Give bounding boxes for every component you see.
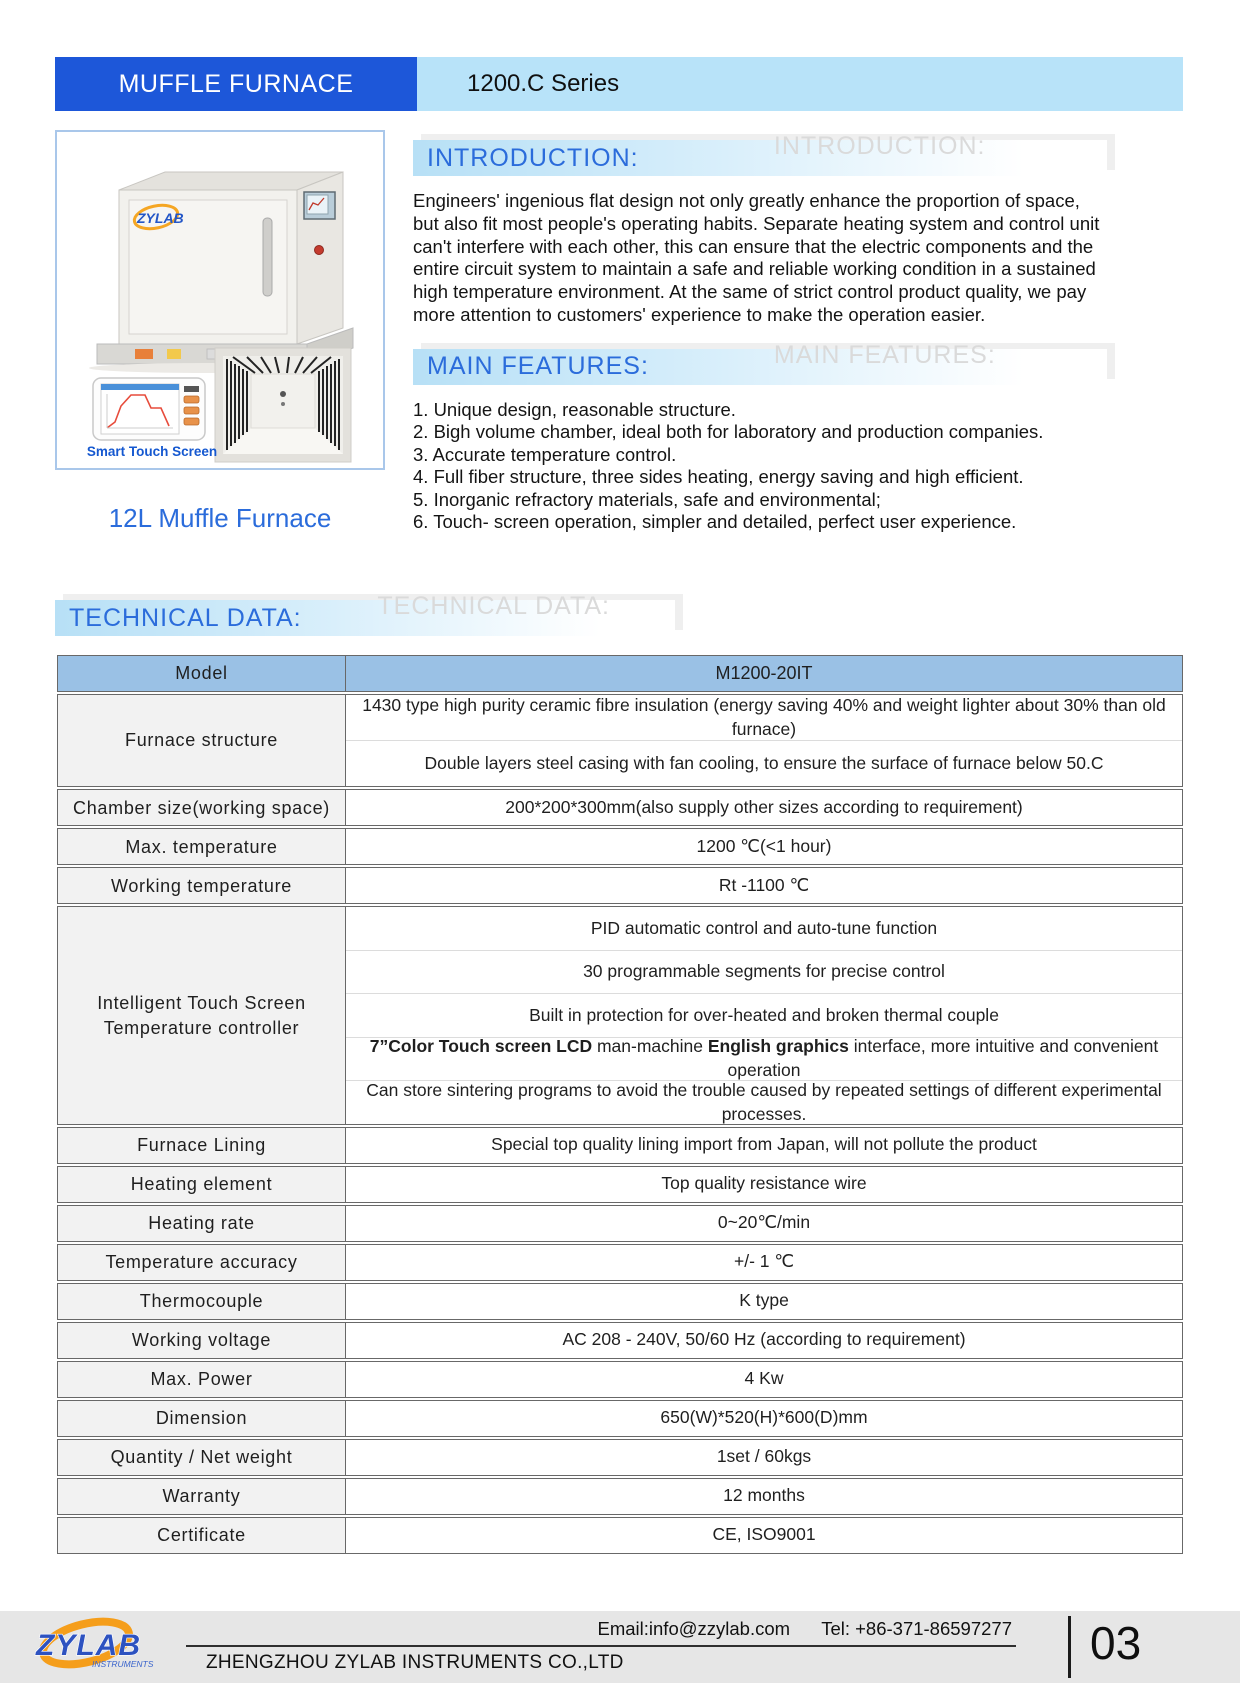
row-label: Max. temperature bbox=[58, 829, 346, 864]
page-number: 03 bbox=[1090, 1617, 1142, 1669]
introduction-heading: INTRODUCTION: INTRODUCTION: bbox=[413, 140, 1107, 176]
row-label: Furnace structure bbox=[58, 695, 346, 786]
row-label: Warranty bbox=[58, 1479, 346, 1514]
row-label: Temperature accuracy bbox=[58, 1245, 346, 1280]
feature-item: 1. Unique design, reasonable structure. bbox=[413, 398, 736, 420]
row-value: Built in protection for over-heated and broken thermal couple bbox=[346, 994, 1182, 1038]
table-row bbox=[57, 1127, 1183, 1164]
row-label: Quantity / Net weight bbox=[58, 1440, 346, 1475]
row-label: Certificate bbox=[58, 1518, 346, 1553]
table-row bbox=[57, 906, 1183, 1125]
row-value: 200*200*300mm(also supply other sizes according to requirement) bbox=[505, 796, 1023, 817]
warning-label-icon bbox=[135, 349, 153, 359]
table-row bbox=[57, 867, 1183, 904]
features-heading: MAIN FEATURES: MAIN FEATURES: bbox=[413, 349, 1107, 385]
row-value: 0~20℃/min bbox=[717, 1212, 811, 1233]
company-logo bbox=[26, 1613, 186, 1679]
table-header-label: Model bbox=[58, 656, 346, 691]
row-label: Max. Power bbox=[58, 1362, 346, 1397]
feature-item: 6. Touch- screen operation, simpler and detailed, perfect user experience. bbox=[413, 511, 1017, 533]
row-value: 12 months bbox=[723, 1485, 805, 1506]
row-label: Heating rate bbox=[58, 1206, 346, 1241]
thermocouple-port-icon bbox=[280, 391, 286, 397]
logo-subtext: INSTRUMENTS bbox=[92, 1659, 154, 1669]
power-button-icon bbox=[315, 246, 324, 255]
table-row bbox=[57, 1322, 1183, 1359]
table-row bbox=[57, 1439, 1183, 1476]
table-row bbox=[57, 694, 1183, 787]
product-caption: 12L Muffle Furnace bbox=[108, 503, 332, 533]
table-header-value: M1200-20IT bbox=[715, 663, 813, 684]
row-label: Chamber size(working space) bbox=[58, 790, 346, 825]
heading-ghost: MAIN FEATURES: bbox=[773, 340, 996, 369]
row-value: 30 programmable segments for precise control bbox=[346, 951, 1182, 995]
row-value: Can store sintering programs to avoid the trouble caused by repeated settings of different experimental processes. bbox=[366, 1079, 1162, 1124]
feature-item: 5. Inorganic refractory materials, safe and environmental; bbox=[413, 488, 881, 510]
logo-text: ZYLAB bbox=[36, 1629, 141, 1662]
table-row bbox=[57, 1478, 1183, 1515]
row-label: Working temperature bbox=[58, 868, 346, 903]
table-row bbox=[57, 1517, 1183, 1554]
row-value: Rt -1100 ℃ bbox=[718, 874, 810, 895]
row-label: Intelligent Touch Screen Temperature controller bbox=[58, 907, 346, 1124]
row-value: 650(W)*520(H)*600(D)mm bbox=[660, 1407, 868, 1428]
row-value: 1430 type high purity ceramic fibre insulation (energy saving 40% and weight lighter about 30% than old furnace) bbox=[346, 695, 1182, 741]
row-value: 1set / 60kgs bbox=[716, 1446, 812, 1467]
row-value: 4 Kw bbox=[744, 1368, 784, 1389]
features-list bbox=[413, 399, 1107, 534]
warning-label-icon bbox=[167, 349, 181, 359]
table-row bbox=[57, 1205, 1183, 1242]
feature-item: 2. Bigh volume chamber, ideal both for laboratory and production companies. bbox=[413, 421, 1044, 443]
row-value: +/- 1 ℃ bbox=[733, 1251, 795, 1272]
row-value: PID automatic control and auto-tune function bbox=[346, 907, 1182, 951]
table-row bbox=[57, 828, 1183, 865]
heading-ghost: INTRODUCTION: bbox=[773, 132, 986, 160]
row-label: Dimension bbox=[58, 1401, 346, 1436]
row-value: 7”Color Touch screen LCD man-machine English graphics interface, more intuitive and convenient operation bbox=[346, 1038, 1182, 1082]
introduction-body: Engineers' ingenious flat design not only greatly enhance the proportion of space, but also fit most people's operating habits. Separate heating system and control unit can't interfere with each other, this can ensure that the electric components and the entire circuit system to maintain a safe and reliable working condition in a sustained high temperature environment. At the same of strict control product quality, we pay more attention to customers' experience to make the operation easier. bbox=[413, 190, 1100, 325]
right-column bbox=[413, 132, 1107, 534]
row-label: Working voltage bbox=[58, 1323, 346, 1358]
tel-text: Tel: +86-371-86597277 bbox=[821, 1618, 1012, 1639]
technical-data-table bbox=[57, 655, 1183, 1556]
table-row bbox=[57, 789, 1183, 826]
header-bar bbox=[55, 57, 1183, 111]
series-title: 1200.C Series bbox=[417, 57, 1183, 111]
table-row bbox=[57, 1166, 1183, 1203]
row-value: 1200 ℃(<1 hour) bbox=[696, 835, 832, 856]
table-header-row bbox=[57, 655, 1183, 692]
row-value: K type bbox=[739, 1290, 789, 1311]
product-image-box bbox=[55, 130, 385, 470]
footer bbox=[0, 1611, 1240, 1683]
row-label: Heating element bbox=[58, 1167, 346, 1202]
row-value: Double layers steel casing with fan cooling, to ensure the surface of furnace below 50.C bbox=[424, 752, 1104, 773]
table-row bbox=[57, 1244, 1183, 1281]
footer-divider bbox=[186, 1645, 1016, 1647]
email-text: Email:info@zzylab.com bbox=[597, 1618, 791, 1639]
row-label: Furnace Lining bbox=[58, 1128, 346, 1163]
screen-label: Smart Touch Screen bbox=[86, 444, 218, 459]
tech-table-body bbox=[57, 694, 1183, 1554]
row-label: Thermocouple bbox=[58, 1284, 346, 1319]
row-value: Special top quality lining import from Japan, will not pollute the product bbox=[491, 1134, 1037, 1155]
heading-ghost: TECHNICAL DATA: bbox=[377, 592, 611, 620]
table-row bbox=[57, 1400, 1183, 1437]
feature-item: 4. Full fiber structure, three sides heating, energy saving and high efficient. bbox=[413, 466, 1024, 488]
product-image bbox=[57, 132, 383, 468]
door-handle bbox=[263, 218, 272, 296]
row-value: Top quality resistance wire bbox=[661, 1173, 867, 1194]
furnace-logo-text: ZYLAB bbox=[137, 210, 184, 226]
company-name: ZHENGZHOU ZYLAB INSTRUMENTS CO.,LTD bbox=[206, 1652, 624, 1673]
page-number-divider bbox=[1068, 1616, 1071, 1678]
row-value: CE, ISO9001 bbox=[712, 1524, 816, 1545]
technical-data-heading: TECHNICAL DATA: TECHNICAL DATA: bbox=[55, 600, 675, 636]
product-title: MUFFLE FURNACE bbox=[55, 57, 417, 111]
feature-item: 3. Accurate temperature control. bbox=[413, 443, 677, 465]
table-row bbox=[57, 1361, 1183, 1398]
table-row bbox=[57, 1283, 1183, 1320]
footer-contact bbox=[598, 1618, 1013, 1640]
row-value: AC 208 - 240V, 50/60 Hz (according to requirement) bbox=[562, 1329, 966, 1350]
